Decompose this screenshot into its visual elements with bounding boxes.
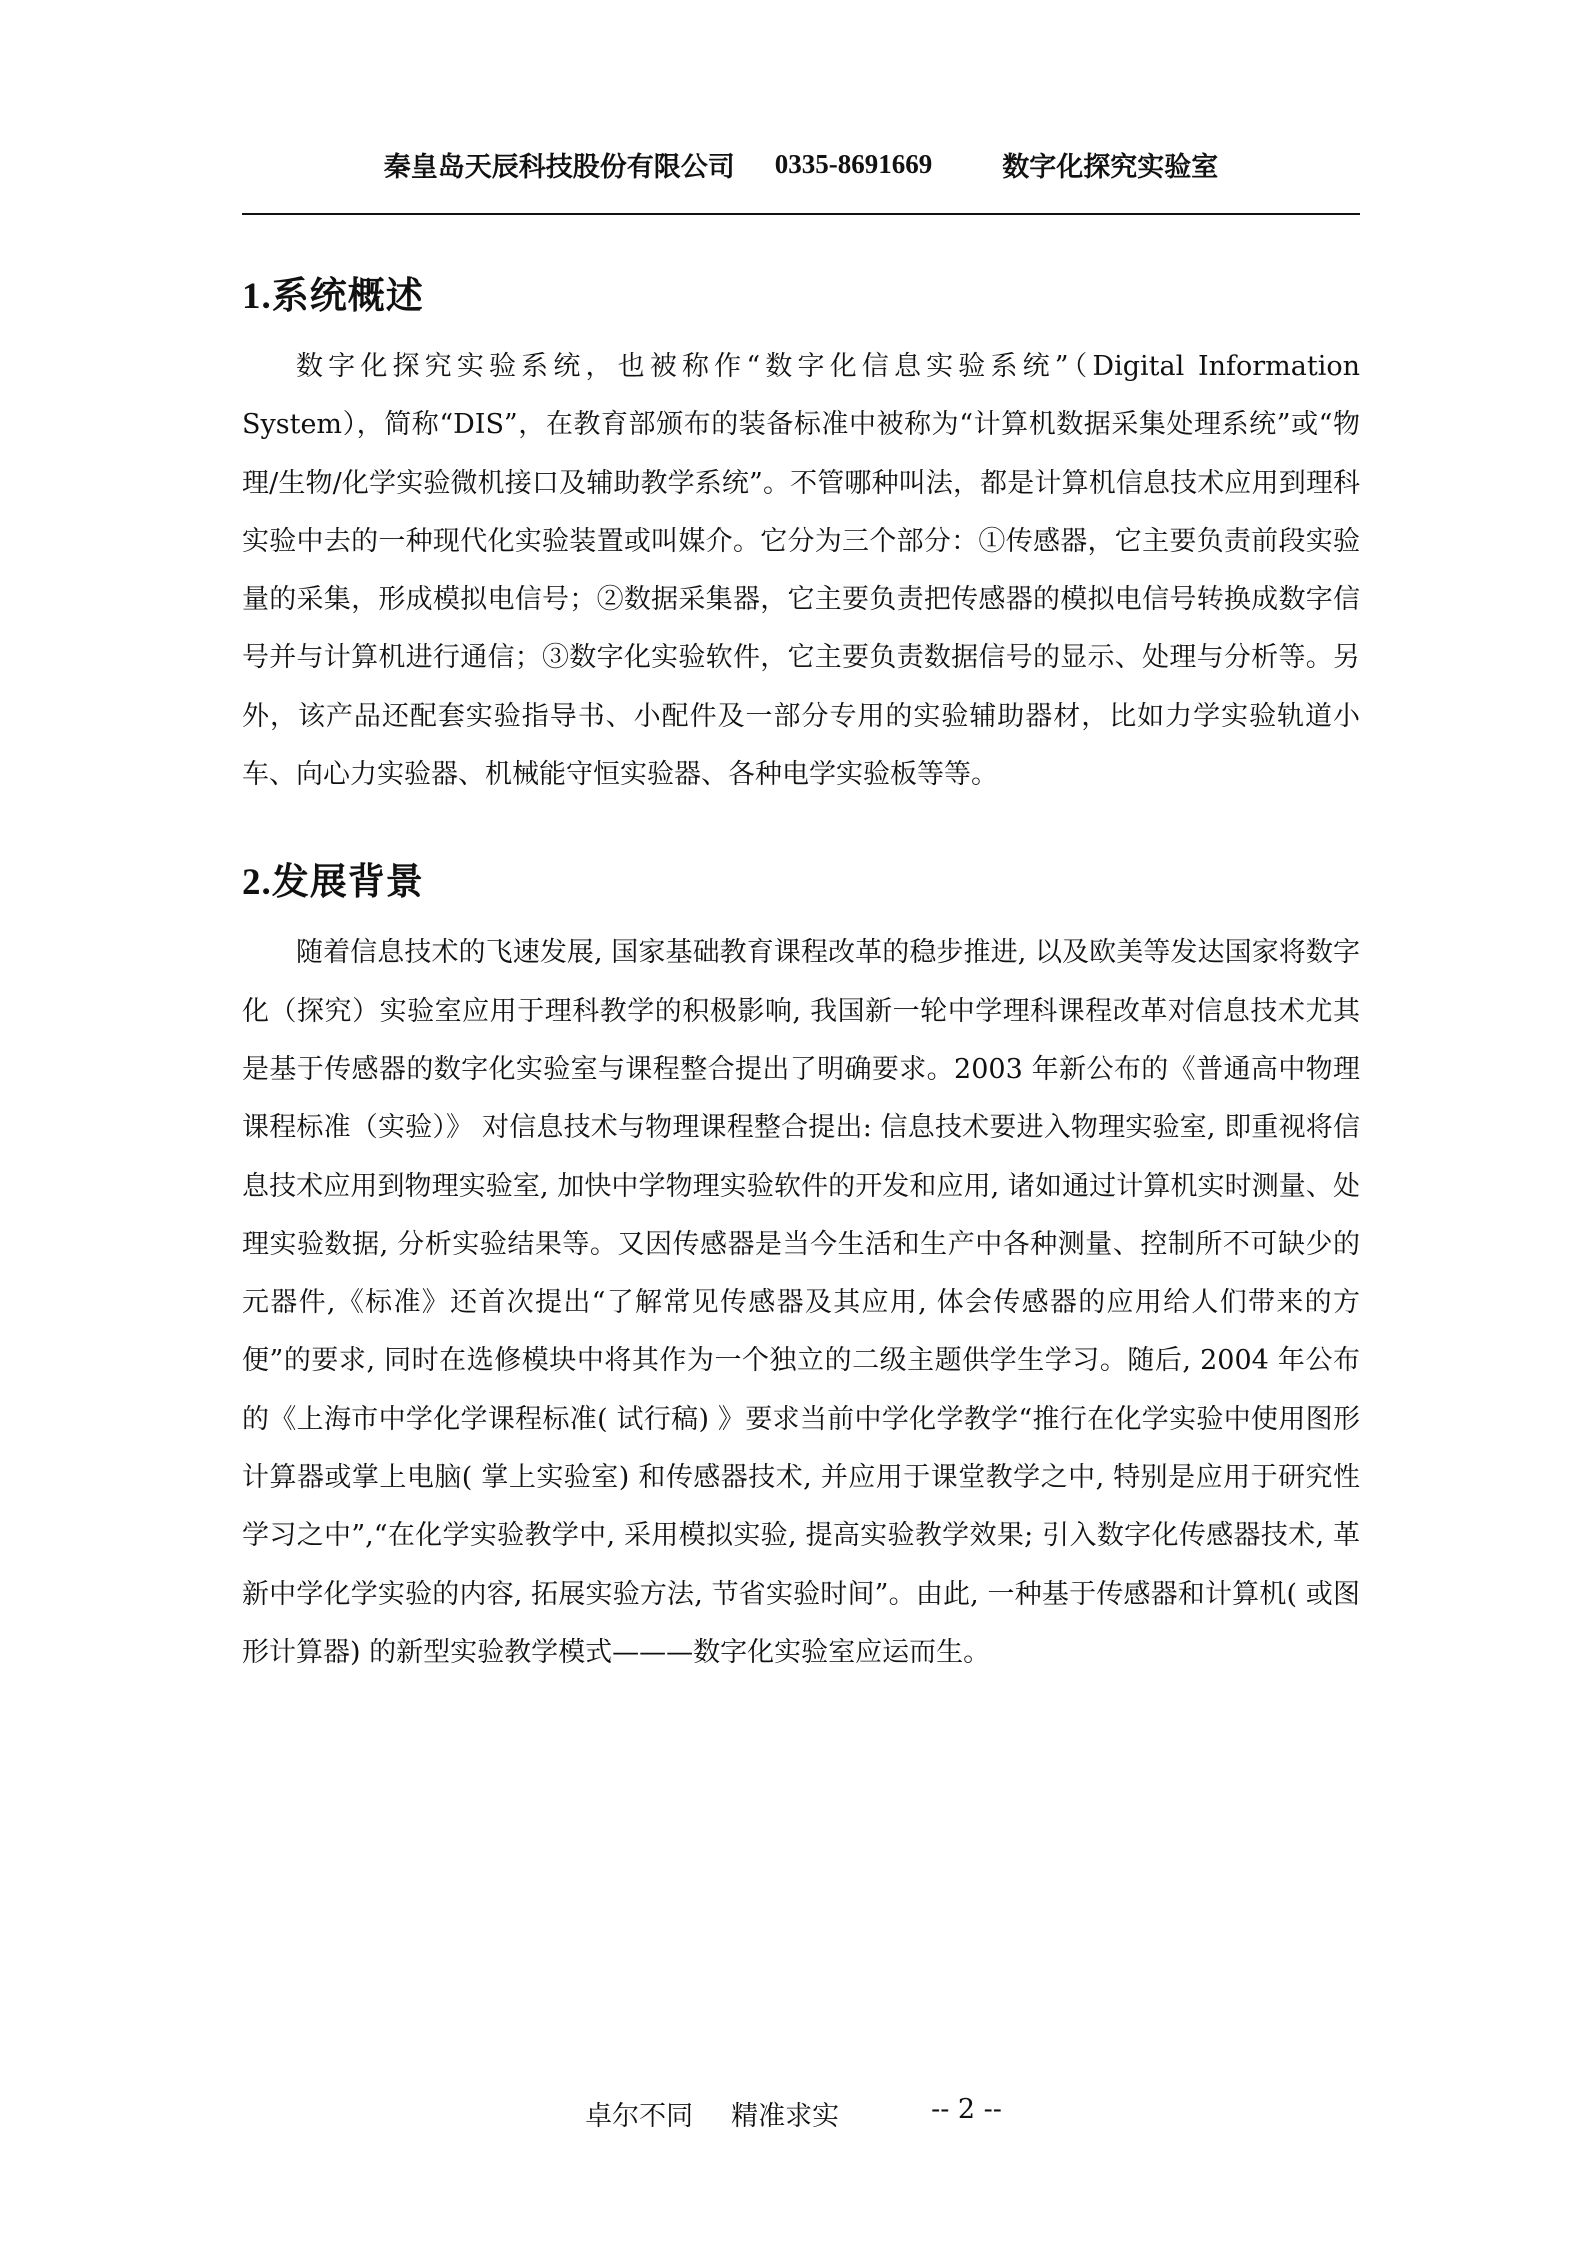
section-paragraph: 随着信息技术的飞速发展, 国家基础教育课程改革的稳步推进, 以及欧美等发达国家将数字化（探究）实验室应用于理科教学的积极影响, 我国新一轮中学理科课程改革对信息技术尤其是基于传感器的数字化实验室与课程整合提出了明确要求。2003 年新公布的《普通高中物理课程标准（实验）》 对信息技术与物理课程整合提出: 信息技术要进入物理实验室, 即重视将信息技术应用到物理实验室, 加快中学物理实验软件的开发和应用, 诸如通过计算机实时测量、处理实验数据, 分析实验结果等。又因传感器是当今生活和生产中各种测量、控制所不可缺少的元器件,《标准》还首次提出“了解常见传感器及其应用, 体会传感器的应用给人们带来的方便”的要求, 同时在选修模块中将其作为一个独立的二级主题供学生学习。随后, 2004 年公布的《上海市中学化学课程标准( 试行稿) 》要求当前中学化学教学“推行在化学实验中使用图形计算器或掌上电脑( 掌上实验室) 和传感器技术, 并应用于课堂教学之中, 特别是应用于研究性学习之中”,“在化学实验教学中, 采用模拟实验, 提高实验教学效果; 引入数字化传感器技术, 革新中学化学实验的内容, 拓展实验方法, 节省实验时间”。由此, 一种基于传感器和计算机( 或图形计算器) 的新型实验教学模式———数字化实验室应运而生。 [242, 937, 1360, 1668]
section-heading [242, 852, 1360, 910]
section-background [242, 852, 1360, 1682]
section-paragraph: 数字化探究实验系统，也被称作“数字化信息实验系统”（Digital Information System），简称“DIS”，在教育部颁布的装备标准中被称为“计算机数据采集处理系统”或“物理/生物/化学实验微机接口及辅助教学系统”。不管哪种叫法，都是计算机信息技术应用到理科实验中去的一种现代化实验装置或叫媒介。它分为三个部分：①传感器，它主要负责前段实验量的采集，形成模拟电信号；②数据采集器，它主要负责把传感器的模拟电信号转换成数字信号并与计算机进行通信；③数字化实验软件，它主要负责数据信号的显示、处理与分析等。另外，该产品还配套实验指导书、小配件及一部分专用的实验辅助器材，比如力学实验轨道小车、向心力实验器、机械能守恒实验器、各种电学实验板等等。 [242, 351, 1360, 791]
header-divider [242, 213, 1360, 215]
footer-motto: 卓尔不同 [585, 2101, 694, 2132]
section-number: 2. [242, 862, 272, 904]
document-body [242, 266, 1360, 1682]
header-product-name: 数字化探究实验室 [1002, 151, 1219, 182]
section-number: 1. [242, 276, 272, 317]
header-company-name: 秦皇岛天辰科技股份有限公司 [383, 151, 735, 182]
page-header [242, 140, 1360, 210]
page-number: -- 2 -- [931, 2094, 1002, 2125]
page-footer [0, 2094, 1587, 2134]
section-heading [242, 266, 1360, 324]
header-row [242, 140, 1360, 188]
section-title: 发展背景 [271, 859, 424, 904]
footer-motto: 精准求实 [731, 2101, 840, 2132]
header-phone-number: 0335-8691669 [774, 148, 933, 179]
section-title: 系统概述 [271, 273, 424, 317]
section-overview [242, 266, 1360, 804]
